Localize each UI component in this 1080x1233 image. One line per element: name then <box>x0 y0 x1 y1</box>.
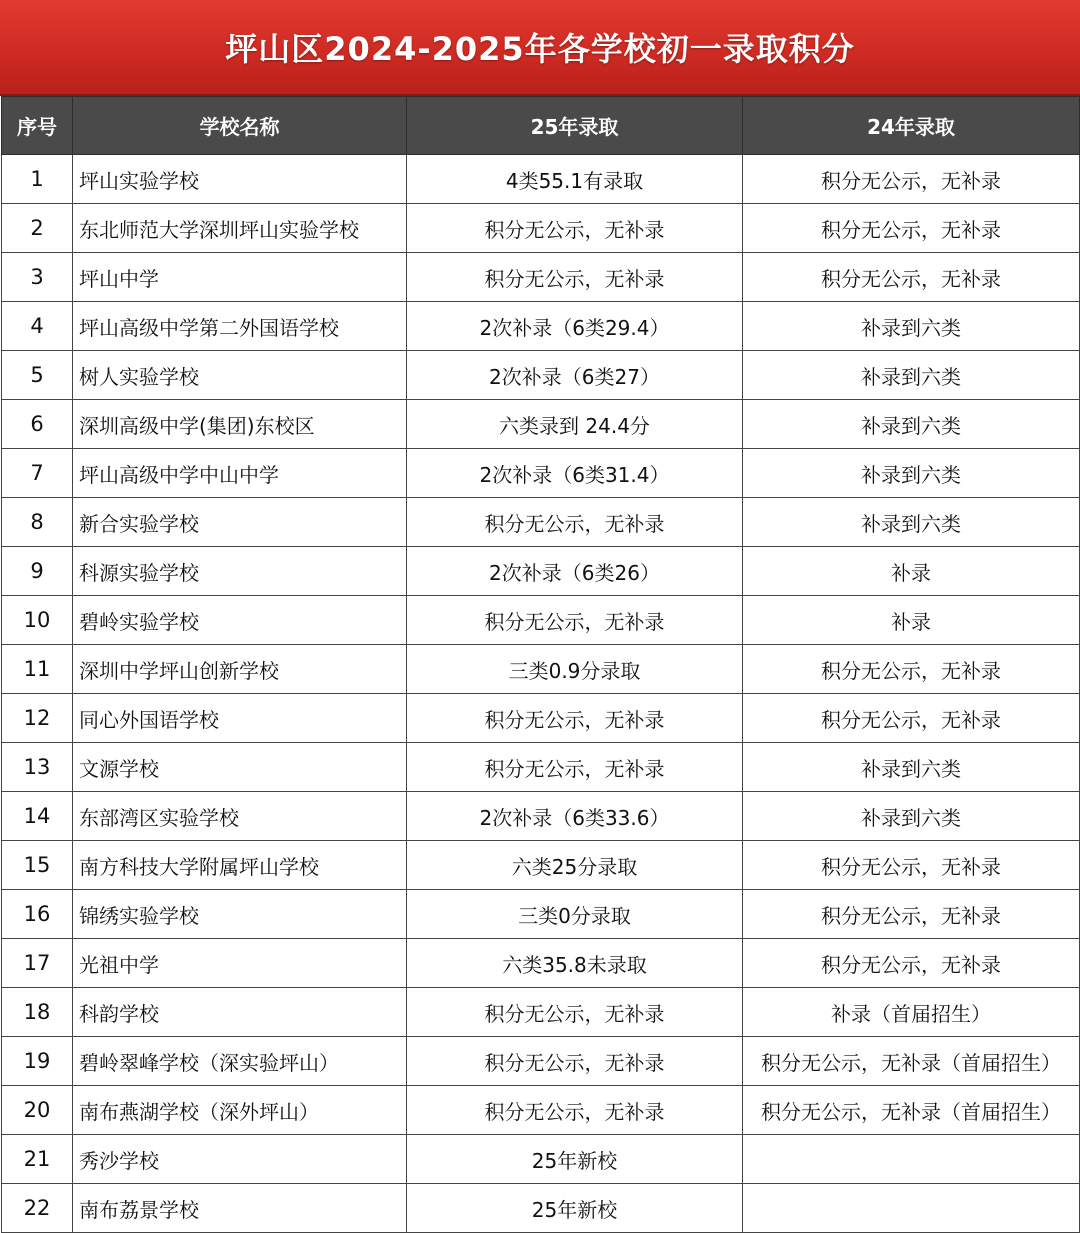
table-row <box>2 596 1080 645</box>
admission-2024: 补录到六类 <box>743 302 1080 351</box>
table-row <box>2 890 1080 939</box>
table-row <box>2 449 1080 498</box>
school-name: 东部湾区实验学校 <box>73 792 407 841</box>
admission-2024: 积分无公示，无补录（首届招生） <box>743 1037 1080 1086</box>
admission-2024: 补录到六类 <box>743 792 1080 841</box>
school-name: 碧岭翠峰学校（深实验坪山） <box>73 1037 407 1086</box>
admission-2025: 六类录到 24.4分 <box>407 400 743 449</box>
admission-2024 <box>743 1135 1080 1184</box>
row-index: 7 <box>2 449 73 498</box>
table-row <box>2 841 1080 890</box>
admission-2025: 25年新校 <box>407 1135 743 1184</box>
row-index: 18 <box>2 988 73 1037</box>
admission-2024: 积分无公示，无补录（首届招生） <box>743 1086 1080 1135</box>
row-index: 2 <box>2 204 73 253</box>
admission-2025: 2次补录（6类31.4） <box>407 449 743 498</box>
admission-2025: 积分无公示，无补录 <box>407 253 743 302</box>
row-index: 10 <box>2 596 73 645</box>
school-name: 坪山高级中学中山中学 <box>73 449 407 498</box>
table-row <box>2 498 1080 547</box>
row-index: 13 <box>2 743 73 792</box>
admission-2025: 25年新校 <box>407 1184 743 1233</box>
table-row <box>2 939 1080 988</box>
school-name: 同心外国语学校 <box>73 694 407 743</box>
row-index: 6 <box>2 400 73 449</box>
row-index: 8 <box>2 498 73 547</box>
admission-2024: 补录到六类 <box>743 449 1080 498</box>
admission-2024: 积分无公示，无补录 <box>743 645 1080 694</box>
admission-2024: 积分无公示，无补录 <box>743 204 1080 253</box>
admission-2024: 积分无公示，无补录 <box>743 939 1080 988</box>
row-index: 4 <box>2 302 73 351</box>
table-row <box>2 302 1080 351</box>
admission-2024: 积分无公示，无补录 <box>743 155 1080 204</box>
admission-2025: 六类35.8未录取 <box>407 939 743 988</box>
school-name: 新合实验学校 <box>73 498 407 547</box>
school-name: 坪山中学 <box>73 253 407 302</box>
row-index: 14 <box>2 792 73 841</box>
row-index: 22 <box>2 1184 73 1233</box>
table-row <box>2 204 1080 253</box>
admission-2025: 积分无公示，无补录 <box>407 694 743 743</box>
table-row <box>2 547 1080 596</box>
admission-2025: 六类25分录取 <box>407 841 743 890</box>
table-row <box>2 1086 1080 1135</box>
admission-2024: 补录到六类 <box>743 498 1080 547</box>
header-school-name: 学校名称 <box>73 97 407 155</box>
header-index: 序号 <box>2 97 73 155</box>
school-name: 南布荔景学校 <box>73 1184 407 1233</box>
table-row <box>2 645 1080 694</box>
table-row <box>2 253 1080 302</box>
table-body <box>2 155 1080 1233</box>
row-index: 3 <box>2 253 73 302</box>
admission-2025: 三类0.9分录取 <box>407 645 743 694</box>
school-name: 光祖中学 <box>73 939 407 988</box>
admission-2025: 4类55.1有录取 <box>407 155 743 204</box>
row-index: 16 <box>2 890 73 939</box>
school-name: 碧岭实验学校 <box>73 596 407 645</box>
row-index: 1 <box>2 155 73 204</box>
table-row <box>2 1037 1080 1086</box>
admission-2024: 补录（首届招生） <box>743 988 1080 1037</box>
admission-2024: 积分无公示，无补录 <box>743 694 1080 743</box>
school-name: 南方科技大学附属坪山学校 <box>73 841 407 890</box>
school-name: 科韵学校 <box>73 988 407 1037</box>
table-row <box>2 694 1080 743</box>
admission-2024: 补录到六类 <box>743 743 1080 792</box>
admission-2025: 积分无公示，无补录 <box>407 1086 743 1135</box>
school-name: 树人实验学校 <box>73 351 407 400</box>
table-row <box>2 743 1080 792</box>
header-row <box>2 97 1080 155</box>
admission-2025: 积分无公示，无补录 <box>407 596 743 645</box>
school-name: 秀沙学校 <box>73 1135 407 1184</box>
row-index: 15 <box>2 841 73 890</box>
admission-2025: 2次补录（6类27） <box>407 351 743 400</box>
admission-2025: 三类0分录取 <box>407 890 743 939</box>
page-title: 坪山区2024-2025年各学校初一录取积分 <box>225 30 855 68</box>
school-name: 锦绣实验学校 <box>73 890 407 939</box>
table-row <box>2 1135 1080 1184</box>
school-name: 南布燕湖学校（深外坪山） <box>73 1086 407 1135</box>
row-index: 9 <box>2 547 73 596</box>
admission-2024: 积分无公示，无补录 <box>743 253 1080 302</box>
school-name: 文源学校 <box>73 743 407 792</box>
table-row <box>2 155 1080 204</box>
row-index: 20 <box>2 1086 73 1135</box>
table-row <box>2 400 1080 449</box>
admission-2025: 2次补录（6类26） <box>407 547 743 596</box>
admission-2024: 补录到六类 <box>743 400 1080 449</box>
table-row <box>2 988 1080 1037</box>
school-name: 深圳中学坪山创新学校 <box>73 645 407 694</box>
admission-2025: 2次补录（6类33.6） <box>407 792 743 841</box>
school-name: 坪山高级中学第二外国语学校 <box>73 302 407 351</box>
header-2025-admission: 25年录取 <box>407 97 743 155</box>
admission-2025: 积分无公示，无补录 <box>407 498 743 547</box>
admission-2024: 积分无公示，无补录 <box>743 890 1080 939</box>
row-index: 12 <box>2 694 73 743</box>
admission-2024: 补录 <box>743 596 1080 645</box>
table-row <box>2 351 1080 400</box>
admission-2024: 补录到六类 <box>743 351 1080 400</box>
school-name: 东北师范大学深圳坪山实验学校 <box>73 204 407 253</box>
row-index: 21 <box>2 1135 73 1184</box>
row-index: 17 <box>2 939 73 988</box>
admission-2024 <box>743 1184 1080 1233</box>
header-2024-admission: 24年录取 <box>743 97 1080 155</box>
admission-2025: 积分无公示，无补录 <box>407 1037 743 1086</box>
table-row <box>2 792 1080 841</box>
school-name: 科源实验学校 <box>73 547 407 596</box>
admission-2024: 积分无公示，无补录 <box>743 841 1080 890</box>
title-banner <box>0 0 1080 96</box>
admission-table <box>1 96 1080 1233</box>
row-index: 19 <box>2 1037 73 1086</box>
admission-2024: 补录 <box>743 547 1080 596</box>
admission-2025: 积分无公示，无补录 <box>407 743 743 792</box>
school-name: 坪山实验学校 <box>73 155 407 204</box>
admission-2025: 积分无公示，无补录 <box>407 204 743 253</box>
school-name: 深圳高级中学(集团)东校区 <box>73 400 407 449</box>
admission-2025: 积分无公示，无补录 <box>407 988 743 1037</box>
row-index: 11 <box>2 645 73 694</box>
table-row <box>2 1184 1080 1233</box>
row-index: 5 <box>2 351 73 400</box>
admission-2025: 2次补录（6类29.4） <box>407 302 743 351</box>
